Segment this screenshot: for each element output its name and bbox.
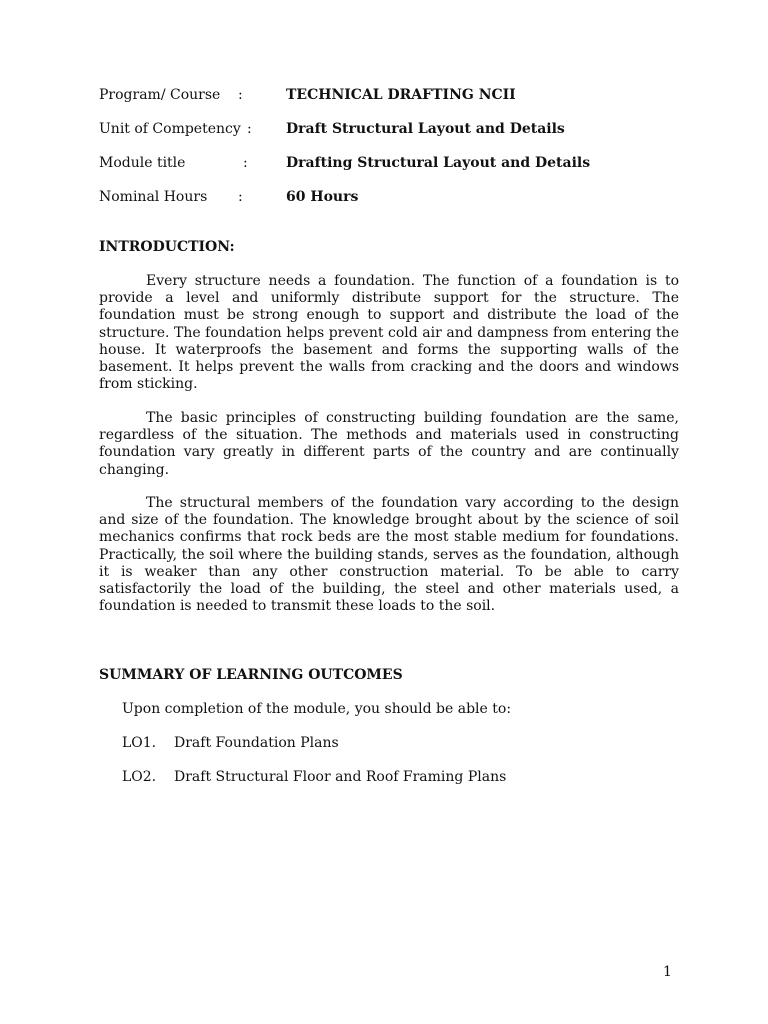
program-course-colon: : — [238, 87, 243, 103]
intro-paragraph-2: The basic principles of constructing building foundation are the same, regardless of the situation. The methods and materials used in constructing foundation vary greatly in different parts of the country and are continually changing. — [99, 410, 679, 478]
module-title-colon: : — [243, 155, 248, 171]
learning-outcome-1 — [122, 733, 642, 753]
page-number: 1 — [663, 964, 672, 980]
program-course-label: Program/ Course — [99, 87, 221, 103]
nominal-hours-label: Nominal Hours — [99, 189, 208, 205]
learning-outcome-text: Draft Foundation Plans — [174, 735, 339, 751]
module-title-row — [99, 153, 699, 173]
learning-outcome-text: Draft Structural Floor and Roof Framing Plans — [174, 769, 507, 785]
learning-outcome-2 — [122, 767, 642, 787]
learning-outcome-code: LO2. — [122, 769, 157, 785]
introduction-heading: INTRODUCTION: — [99, 239, 235, 255]
unit-of-competency-value: Draft Structural Layout and Details — [286, 121, 565, 137]
program-course-value: TECHNICAL DRAFTING NCII — [286, 87, 516, 103]
nominal-hours-row — [99, 187, 699, 207]
summary-heading: SUMMARY OF LEARNING OUTCOMES — [99, 667, 403, 683]
summary-intro: Upon completion of the module, you should be able to: — [122, 701, 512, 717]
unit-of-competency-row — [99, 119, 699, 139]
module-title-value: Drafting Structural Layout and Details — [286, 155, 591, 171]
unit-of-competency-colon: : — [247, 121, 252, 137]
intro-paragraph-1: Every structure needs a foundation. The function of a foundation is to provide a level and uniformly distribute support for the structure. The foundation must be strong enough to support and distribute the load of the structure. The foundation helps prevent cold air and dampness from entering the house. It waterproofs the basement and forms the supporting walls of the basement. It helps prevent the walls from cracking and the doors and windows from sticking. — [99, 273, 679, 393]
nominal-hours-colon: : — [238, 189, 243, 205]
module-title-label: Module title — [99, 155, 186, 171]
nominal-hours-value: 60 Hours — [286, 189, 359, 205]
intro-paragraph-3: The structural members of the foundation vary according to the design and size of the foundation. The knowledge brought about by the science of soil mechanics confirms that rock beds are the most stable medium for foundations. Practically, the soil where the building stands, serves as the foundation, although it is weaker than any other construction material. To be able to carry satisfactorily the load of the building, the steel and other materials used, a foundation is needed to transmit these loads to the soil. — [99, 495, 679, 615]
learning-outcome-code: LO1. — [122, 735, 157, 751]
unit-of-competency-label: Unit of Competency — [99, 121, 241, 137]
program-course-row — [99, 85, 699, 105]
